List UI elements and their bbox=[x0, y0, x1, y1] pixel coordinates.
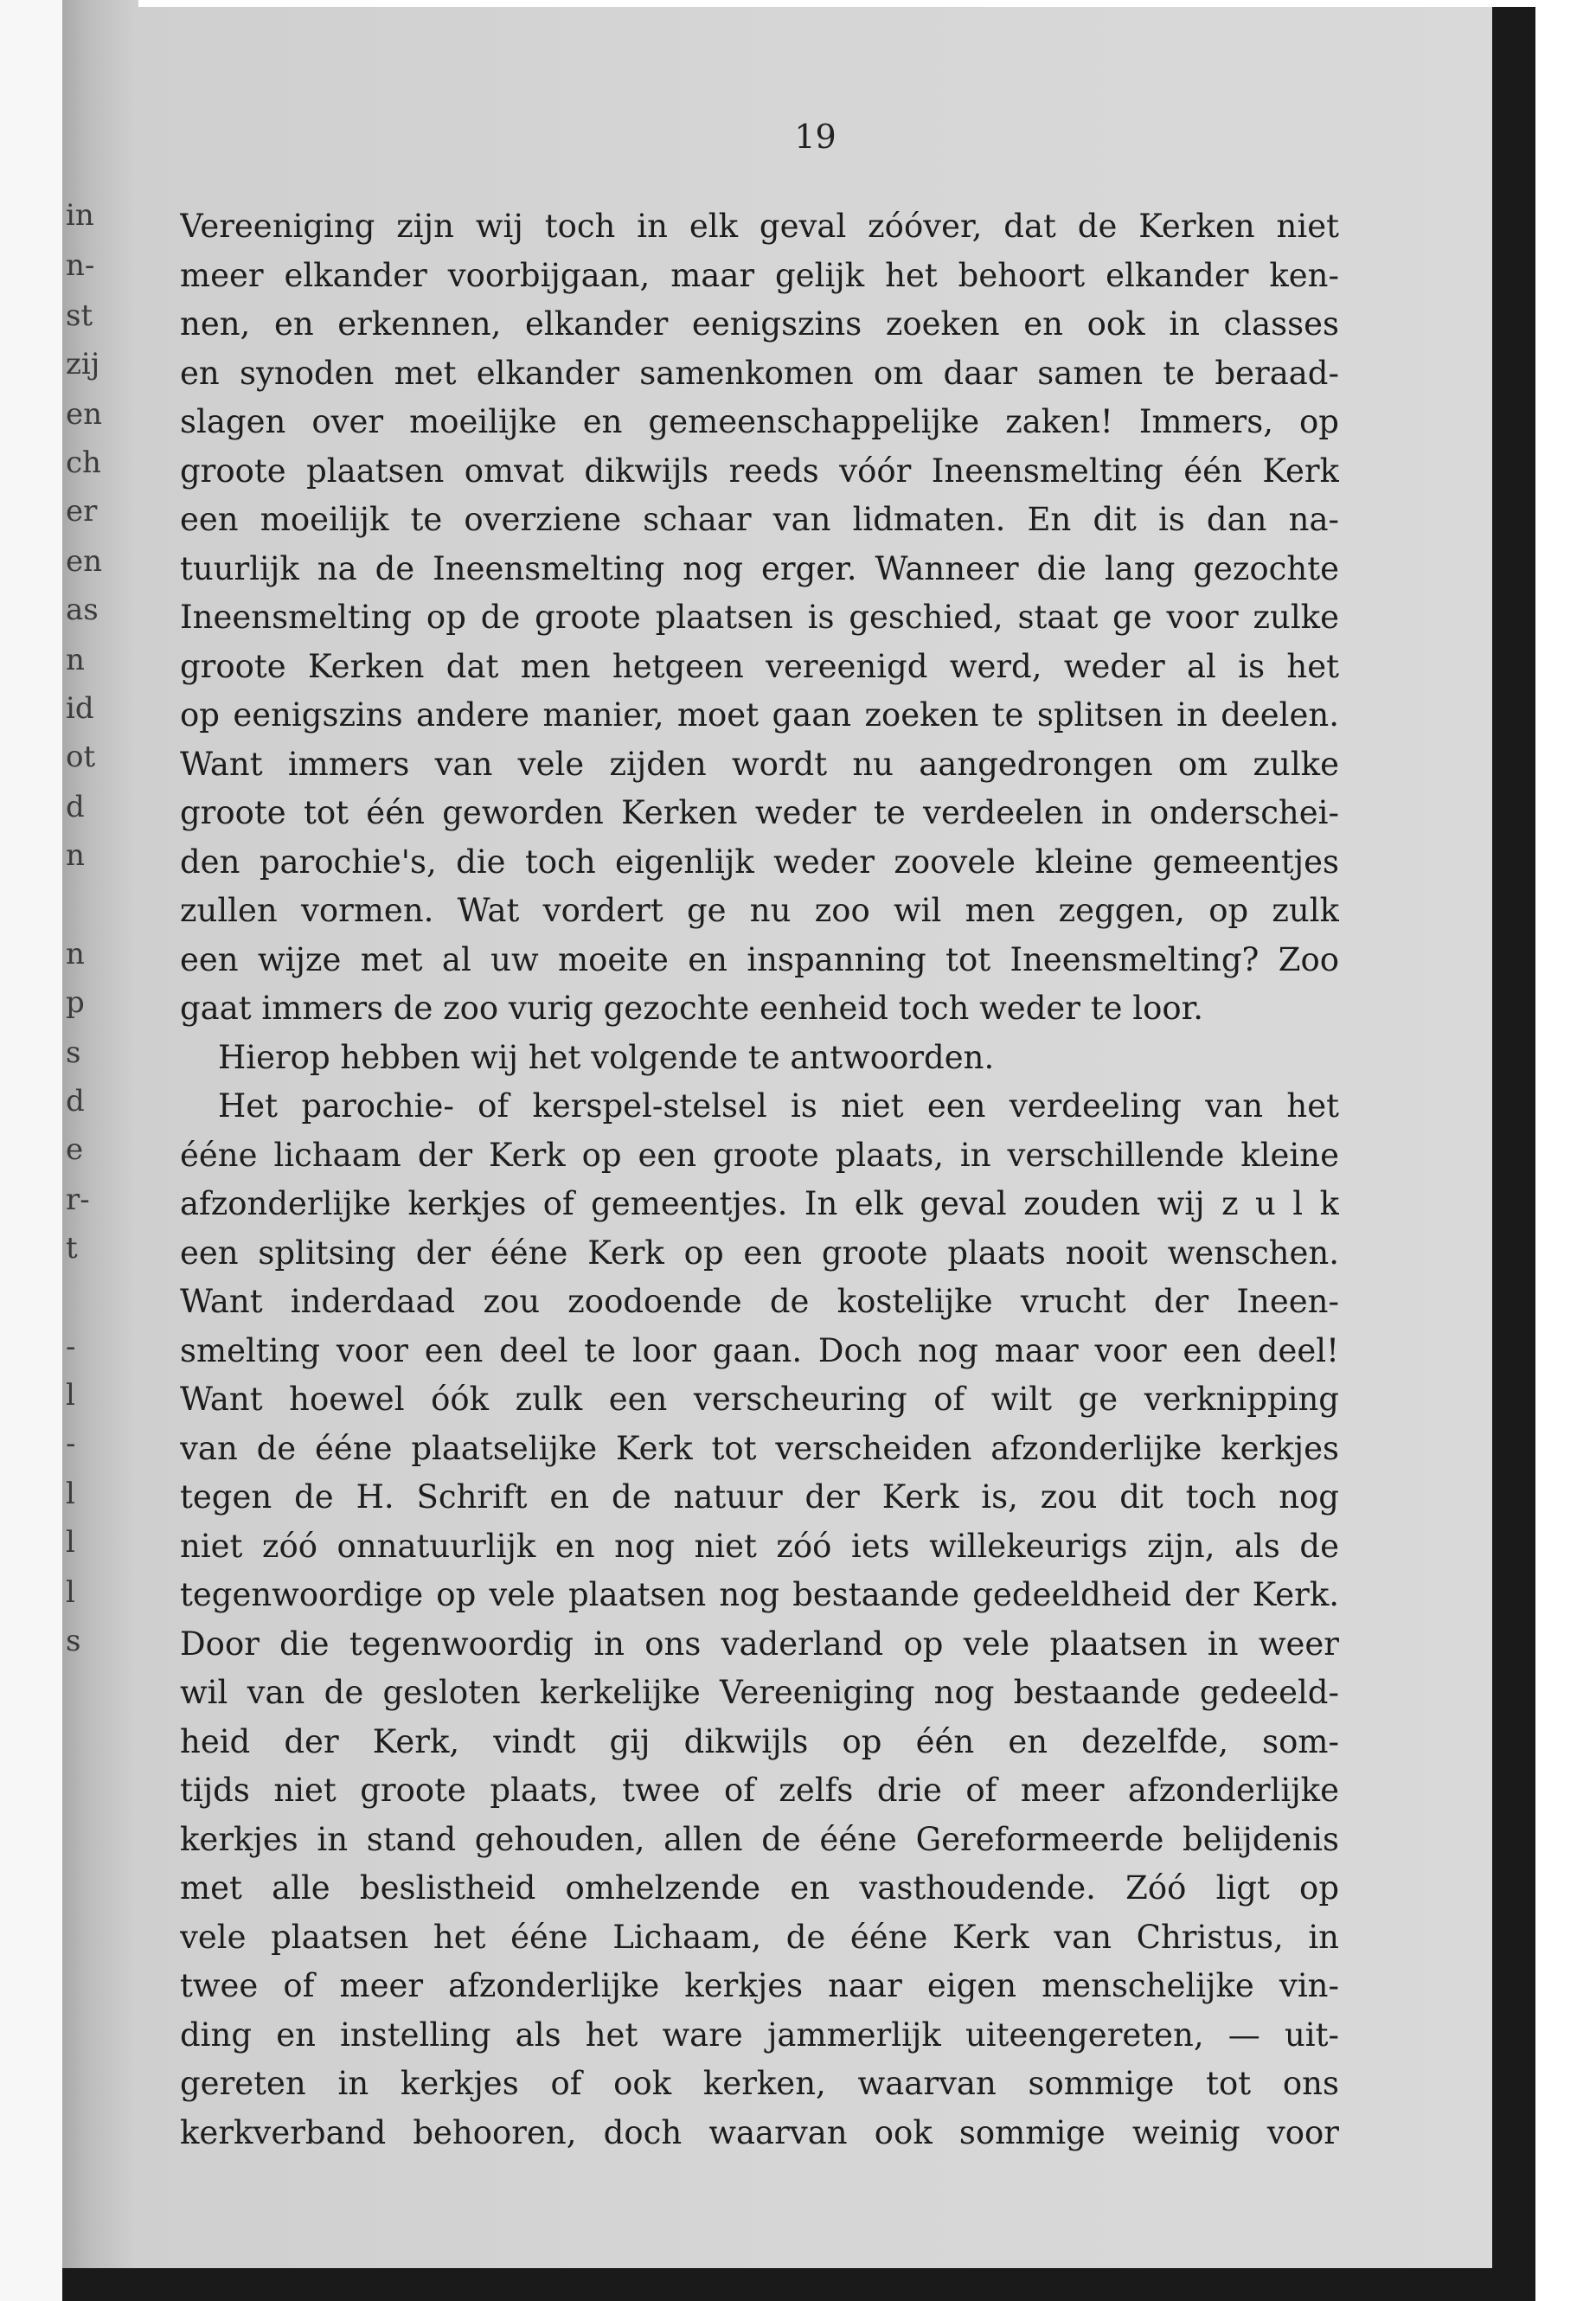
previous-page-fragment: er bbox=[66, 494, 98, 529]
text-line: van de ééne plaatselijke Kerk tot verscheiden afzonderlijke kerkjes bbox=[180, 1429, 1339, 1467]
text-line: Want hoewel óók zulk een verscheuring of wilt ge verknipping bbox=[180, 1381, 1339, 1418]
previous-page-fragment: n bbox=[66, 838, 85, 873]
text-line: tuurlijk na de Ineensmelting nog erger. Wanneer die lang gezochte bbox=[180, 549, 1339, 587]
text-line: Het parochie- of kerspel-stelsel is niet een verdeeling van het bbox=[218, 1087, 1339, 1125]
text-line: met alle beslistheid omhelzende en vasthoudende. Zóó ligt op bbox=[180, 1869, 1339, 1907]
text-line: Hierop hebben wij het volgende te antwoorden. bbox=[218, 1038, 995, 1076]
text-line: een moeilijk te overziene schaar van lidmaten. En dit is dan na- bbox=[180, 501, 1339, 538]
previous-page-fragment: e bbox=[66, 1132, 84, 1167]
previous-page-fragment: zij bbox=[66, 347, 100, 381]
previous-page-fragment: id bbox=[66, 691, 94, 726]
previous-page-fragment: r- bbox=[66, 1183, 90, 1217]
previous-page-fragment: en bbox=[66, 397, 103, 432]
text-line: gereten in kerkjes of ook kerken, waarvan sommige tot ons bbox=[180, 2065, 1339, 2102]
previous-page-fragment: l bbox=[66, 1378, 75, 1413]
text-line: twee of meer afzonderlijke kerkjes naar eigen menschelijke vin- bbox=[180, 1967, 1339, 2004]
previous-page-fragment: n bbox=[66, 937, 85, 971]
text-line: niet zóó onnatuurlijk en nog niet zóó iets willekeurigs zijn, als de bbox=[180, 1527, 1339, 1565]
previous-page-fragment: l bbox=[66, 1525, 75, 1560]
previous-page-fragment: p bbox=[66, 985, 85, 1020]
text-line: groote plaatsen omvat dikwijls reeds vóór Ineensmelting één Kerk bbox=[180, 452, 1339, 490]
previous-page-fragment: d bbox=[66, 790, 85, 824]
text-line: vele plaatsen het ééne Lichaam, de ééne Kerk van Christus, in bbox=[180, 1918, 1339, 1956]
previous-page-fragment: s bbox=[66, 1035, 81, 1070]
text-line: een splitsing der ééne Kerk op een groote plaats nooit wenschen. bbox=[180, 1234, 1339, 1272]
text-line: zullen vormen. Wat vordert ge nu zoo wil men zeggen, op zulk bbox=[180, 892, 1339, 929]
text-line: slagen over moeilijke en gemeenschappelijke zaken! Immers, op bbox=[180, 403, 1339, 440]
previous-page-fragment: t bbox=[66, 1231, 78, 1266]
previous-page-fragment: ot bbox=[66, 740, 96, 774]
previous-page-fragment: d bbox=[66, 1084, 85, 1118]
text-line: nen, en erkennen, elkander eenigszins zoeken en ook in classes bbox=[180, 305, 1339, 343]
text-line: tijds niet groote plaats, twee of zelfs drie of meer afzonderlijke bbox=[180, 1772, 1339, 1809]
text-line: tegenwoordige op vele plaatsen nog bestaande gedeeldheid der Kerk. bbox=[180, 1576, 1339, 1613]
text-line: wil van de gesloten kerkelijke Vereeniging nog bestaande gedeeld- bbox=[180, 1674, 1339, 1711]
text-line: kerkverband behooren, doch waarvan ook sommige weinig voor bbox=[180, 2113, 1339, 2151]
previous-page-fragment: l bbox=[66, 1477, 75, 1511]
page-number: 19 bbox=[794, 118, 836, 156]
previous-page-fragment: as bbox=[66, 593, 99, 627]
previous-page-fragment: ch bbox=[66, 445, 101, 480]
page-edge-shadow-bottom bbox=[62, 2268, 1535, 2301]
previous-page-fragment: st bbox=[66, 298, 93, 333]
text-line: groote tot één geworden Kerken weder te verdeelen in onderschei- bbox=[180, 794, 1339, 831]
text-line: heid der Kerk, vindt gij dikwijls op één en dezelfde, som- bbox=[180, 1722, 1339, 1760]
text-line: Want immers van vele zijden wordt nu aangedrongen om zulke bbox=[180, 745, 1339, 783]
text-line: Ineensmelting op de groote plaatsen is geschied, staat ge voor zulke bbox=[180, 599, 1339, 636]
text-line: een wijze met al uw moeite en inspanning tot Ineensmelting? Zoo bbox=[180, 940, 1339, 978]
text-line: Want inderdaad zou zoodoende de kostelijke vrucht der Ineen- bbox=[180, 1283, 1339, 1320]
previous-page-fragment: en bbox=[66, 544, 103, 579]
scan-margin bbox=[0, 0, 62, 2301]
text-line: afzonderlijke kerkjes of gemeentjes. In elk geval zouden wij z u l k bbox=[180, 1185, 1339, 1222]
book-page bbox=[138, 7, 1492, 2272]
body-text bbox=[180, 202, 1339, 2157]
text-line: en synoden met elkander samenkomen om daar samen te beraad- bbox=[180, 354, 1339, 392]
text-line: op eenigszins andere manier, moet gaan zoeken te splitsen in deelen. bbox=[180, 696, 1339, 734]
text-line: groote Kerken dat men hetgeen vereenigd werd, weder al is het bbox=[180, 647, 1339, 685]
text-line: ding en instelling als het ware jammerlijk uiteengereten, — uit- bbox=[180, 2016, 1339, 2054]
text-line: tegen de H. Schrift en de natuur der Kerk is, zou dit toch nog bbox=[180, 1478, 1339, 1516]
previous-page-fragment: in bbox=[66, 198, 94, 233]
text-line: gaat immers de zoo vurig gezochte eenheid toch weder te loor. bbox=[180, 990, 1204, 1027]
previous-page-edge bbox=[62, 0, 138, 2301]
previous-page-fragment: n bbox=[66, 643, 85, 677]
previous-page-fragment: l bbox=[66, 1575, 75, 1610]
text-line: meer elkander voorbijgaan, maar gelijk het behoort elkander ken- bbox=[180, 256, 1339, 294]
previous-page-fragment: - bbox=[66, 1426, 76, 1461]
previous-page-fragment: n- bbox=[66, 248, 95, 283]
text-line: den parochie's, die toch eigenlijk weder zoovele kleine gemeentjes bbox=[180, 843, 1339, 881]
text-line: smelting voor een deel te loor gaan. Doch nog maar voor een deel! bbox=[180, 1331, 1339, 1369]
text-line: ééne lichaam der Kerk op een groote plaats, in verschillende kleine bbox=[180, 1136, 1339, 1174]
text-line: Vereeniging zijn wij toch in elk geval zóóver, dat de Kerken niet bbox=[180, 208, 1339, 245]
previous-page-fragment: s bbox=[66, 1624, 81, 1658]
page-edge-shadow-right bbox=[1492, 7, 1535, 2299]
previous-page-fragment: - bbox=[66, 1330, 76, 1364]
text-line: Door die tegenwoordig in ons vaderland op vele plaatsen in weer bbox=[180, 1625, 1339, 1663]
text-line: kerkjes in stand gehouden, allen de ééne Gereformeerde belijdenis bbox=[180, 1820, 1339, 1858]
